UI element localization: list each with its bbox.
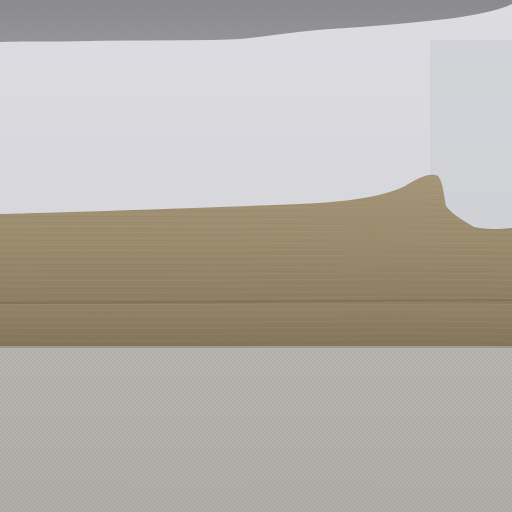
wood-front-edge-grain — [0, 304, 512, 346]
bottom-fabric-texture — [0, 346, 512, 512]
